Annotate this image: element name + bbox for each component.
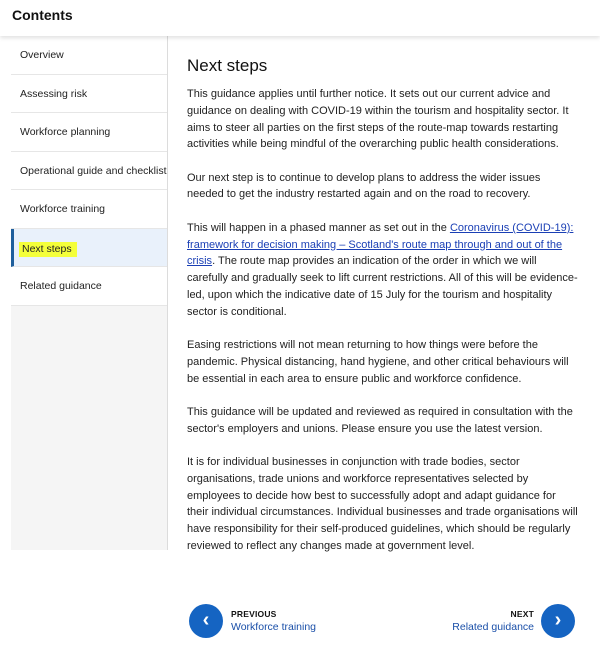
sidebar-item-label: Workforce training <box>20 203 106 215</box>
previous-page-link[interactable] <box>189 604 329 640</box>
chevron-left-icon[interactable]: ‹ <box>189 604 223 638</box>
sidebar-item-workforce-planning[interactable] <box>11 113 167 152</box>
main-content <box>187 56 579 571</box>
sidebar-item-label: Related guidance <box>20 280 102 292</box>
sidebar-list <box>11 36 167 306</box>
sidebar-item-operational-guide[interactable] <box>11 152 167 191</box>
sidebar-item-workforce-training[interactable] <box>11 190 167 229</box>
route-map-link[interactable]: Coronavirus (COVID-19): framework for decision making – Scotland's route map through and out of the crisis <box>187 221 574 268</box>
sidebar-item-related-guidance[interactable] <box>11 267 167 306</box>
sidebar-item-label: Operational guide and checklist <box>20 164 167 177</box>
page-title: Next steps <box>187 56 268 75</box>
paragraph-4: Easing restrictions will not mean returning to how things were before the pandemic. Physical distancing, hand hygiene, and other critical behaviours will be essential in each area to ensure public and workforce confidence. <box>187 339 569 385</box>
previous-target[interactable]: Workforce training <box>231 621 317 633</box>
sidebar-item-label: Overview <box>20 49 64 61</box>
sidebar-item-label: Assessing risk <box>20 87 88 100</box>
paragraph-2: Our next step is to continue to develop plans to address the wider issues needed to get the industry restarted again and on the road to recovery. <box>187 171 541 201</box>
sidebar-divider <box>167 36 168 550</box>
sidebar-item-assessing-risk[interactable] <box>11 75 167 114</box>
contents-title: Contents <box>12 7 73 23</box>
paragraph-3-before: This will happen in a phased manner as set out in the <box>187 221 450 234</box>
next-target[interactable]: Related guidance <box>452 621 534 633</box>
sidebar-item-next-steps[interactable] <box>11 229 167 268</box>
next-label: NEXT <box>510 609 534 619</box>
sidebar <box>11 36 167 550</box>
next-page-link[interactable] <box>440 604 580 640</box>
previous-label: PREVIOUS <box>231 609 277 619</box>
paragraph-5: This guidance will be updated and reviewed as required in consultation with the sector's employers and unions. Please ensure you use the latest version. <box>187 405 573 435</box>
paragraph-3 <box>187 220 579 321</box>
sidebar-item-label: Workforce planning <box>20 126 111 138</box>
sidebar-item-overview[interactable] <box>11 36 167 75</box>
chevron-right-icon[interactable]: › <box>541 604 575 638</box>
paragraph-6: It is for individual businesses in conjunction with trade bodies, sector organisations, trade unions and workforce representatives selected by employees to decide how best to successfully adopt and adapt guidance for their individual circumstances. Individual businesses and trade organisations will have responsibility for their self-produced guidelines, which should be regularly reviewed to reflect any changes made at government level. <box>187 456 578 553</box>
sidebar-item-label: Next steps <box>19 242 77 257</box>
contents-header <box>0 0 600 36</box>
paragraph-3-after: . The route map provides an indication of the order in which we will carefully and gradually seek to lift current restrictions. All of this will be evidence-led, upon which the indicative date of 15 July for the tourism and hospitality sector is conditional. <box>187 255 578 318</box>
paragraph-1: This guidance applies until further notice. It sets out our current advice and guidance on dealing with COVID-19 within the tourism and hospitality sector. It aims to steer all parties on the first steps of the route-map towards restarting activities while being mindful of the overarching public health considerations. <box>187 88 569 151</box>
